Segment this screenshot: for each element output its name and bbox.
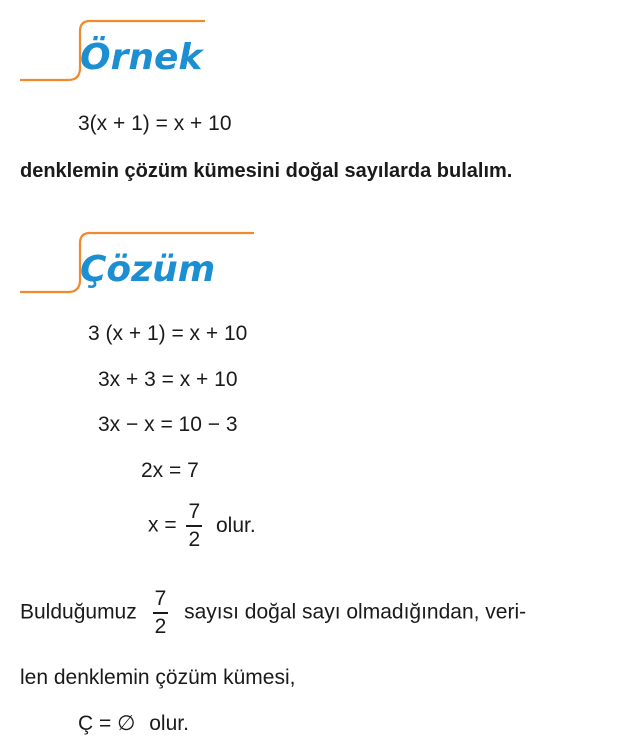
example-heading: Örnek: [80, 37, 203, 78]
example-task: denklemin çözüm kümesini doğal sayılarda bulalım.: [20, 160, 513, 182]
solution-final: [148, 501, 256, 551]
final-suffix: olur.: [215, 513, 256, 537]
final-fraction-numerator: 7: [186, 501, 202, 527]
paragraph-line-1: [20, 588, 526, 638]
final-lhs: x =: [148, 513, 177, 537]
result-text: Ç = ∅: [78, 712, 136, 735]
paragraph-after: sayısı doğal sayı olmadığından, veri-: [184, 600, 527, 624]
final-fraction-denominator: 2: [188, 528, 201, 552]
result-suffix: olur.: [149, 712, 189, 735]
paragraph-fraction: [153, 588, 169, 638]
paragraph-fraction-denominator: 2: [154, 615, 167, 639]
solution-step-2: 3x + 3 = x + 10: [98, 368, 238, 391]
solution-step-1: 3 (x + 1) = x + 10: [88, 322, 248, 345]
paragraph-fraction-numerator: 7: [153, 588, 169, 614]
solution-step-4: 2x = 7: [141, 459, 199, 482]
final-fraction: [186, 501, 202, 551]
result-line: [78, 713, 189, 734]
paragraph-before: Bulduğumuz: [20, 600, 137, 624]
example-equation: 3(x + 1) = x + 10: [78, 112, 232, 135]
paragraph-line-2: len denklemin çözüm kümesi,: [20, 666, 296, 689]
solution-step-3: 3x − x = 10 − 3: [98, 413, 238, 436]
solution-heading: Çözüm: [80, 249, 216, 290]
